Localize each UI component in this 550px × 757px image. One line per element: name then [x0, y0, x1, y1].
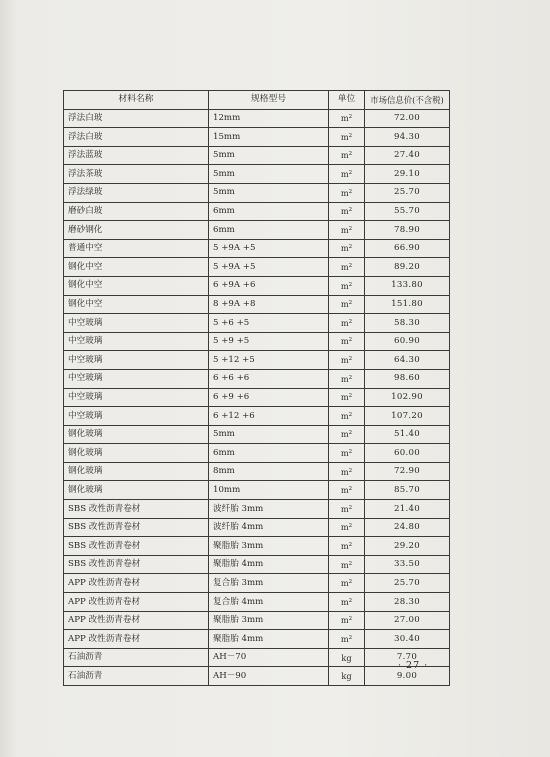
table-row — [64, 500, 450, 519]
header-unit: 单位 — [329, 91, 365, 110]
unit-base: m — [340, 262, 349, 273]
cell-material-name: 浮法白玻 — [64, 128, 209, 147]
cell-price: 33.50 — [365, 555, 450, 574]
cell-unit — [329, 165, 365, 184]
cell-material-name: 石油沥青 — [64, 648, 209, 667]
unit-exponent: 2 — [348, 393, 353, 400]
cell-price: 107.20 — [365, 407, 450, 426]
cell-material-name: 浮法绿玻 — [64, 183, 209, 202]
unit-base: m — [340, 615, 349, 626]
cell-spec: 6mm — [209, 202, 329, 221]
cell-price: 21.40 — [365, 500, 450, 519]
cell-price: 25.70 — [365, 183, 450, 202]
cell-material-name: 普通中空 — [64, 239, 209, 258]
cell-unit — [329, 667, 365, 686]
unit-base: m — [340, 429, 349, 440]
cell-price: 58.30 — [365, 314, 450, 333]
unit-exponent: 2 — [348, 541, 353, 548]
unit-exponent: 2 — [348, 634, 353, 641]
cell-spec: 6mm — [209, 221, 329, 240]
cell-unit — [329, 276, 365, 295]
table-row — [64, 221, 450, 240]
cell-price: 64.30 — [365, 351, 450, 370]
cell-price: 51.40 — [365, 425, 450, 444]
cell-material-name: 中空玻璃 — [64, 369, 209, 388]
unit-exponent: 2 — [348, 244, 353, 251]
cell-price: 29.20 — [365, 537, 450, 556]
cell-material-name: APP 改性沥青卷材 — [64, 630, 209, 649]
cell-unit — [329, 500, 365, 519]
cell-price: 24.80 — [365, 518, 450, 537]
cell-material-name: APP 改性沥青卷材 — [64, 611, 209, 630]
cell-unit — [329, 444, 365, 463]
cell-price: 78.90 — [365, 221, 450, 240]
unit-exponent: 2 — [348, 188, 353, 195]
unit-base: m — [340, 447, 349, 458]
unit-base: m — [340, 578, 349, 589]
cell-price: 60.00 — [365, 444, 450, 463]
cell-material-name: 钢化中空 — [64, 258, 209, 277]
unit-base: m — [340, 280, 349, 291]
cell-unit — [329, 630, 365, 649]
header-price: 市场信息价(不含税) — [365, 91, 450, 110]
cell-spec: 5 +9A +5 — [209, 258, 329, 277]
unit-base: m — [340, 596, 349, 607]
cell-spec: AH－70 — [209, 648, 329, 667]
cell-unit — [329, 351, 365, 370]
cell-unit — [329, 462, 365, 481]
cell-spec: 5mm — [209, 165, 329, 184]
cell-material-name: APP 改性沥青卷材 — [64, 593, 209, 612]
table-body — [64, 109, 450, 685]
cell-unit — [329, 407, 365, 426]
cell-unit — [329, 258, 365, 277]
cell-unit — [329, 555, 365, 574]
unit-exponent: 2 — [348, 374, 353, 381]
cell-unit — [329, 648, 365, 667]
table-row — [64, 183, 450, 202]
unit-base: m — [340, 633, 349, 644]
cell-spec: 6 +12 +6 — [209, 407, 329, 426]
cell-spec: 5 +9A +5 — [209, 239, 329, 258]
unit-exponent: 2 — [348, 132, 353, 139]
unit-exponent: 2 — [348, 281, 353, 288]
page-number: · 27 · — [398, 660, 429, 671]
cell-spec: 6 +9A +6 — [209, 276, 329, 295]
unit-base: m — [340, 317, 349, 328]
unit-base: m — [340, 206, 349, 217]
unit-exponent: 2 — [348, 337, 353, 344]
cell-spec: 聚脂胎 4mm — [209, 630, 329, 649]
cell-spec: 波纤胎 3mm — [209, 500, 329, 519]
cell-unit — [329, 537, 365, 556]
header-spec: 规格型号 — [209, 91, 329, 110]
table-row — [64, 462, 450, 481]
unit-exponent: 2 — [348, 114, 353, 121]
cell-spec: 聚脂胎 4mm — [209, 555, 329, 574]
table-row — [64, 202, 450, 221]
table-row — [64, 425, 450, 444]
cell-price: 27.40 — [365, 146, 450, 165]
table-row — [64, 276, 450, 295]
unit-base: m — [340, 373, 349, 384]
unit-base: kg — [341, 652, 352, 663]
cell-material-name: 中空玻璃 — [64, 332, 209, 351]
cell-unit — [329, 611, 365, 630]
cell-price: 28.30 — [365, 593, 450, 612]
cell-spec: 8mm — [209, 462, 329, 481]
table-row — [64, 518, 450, 537]
unit-base: m — [340, 559, 349, 570]
unit-exponent: 2 — [348, 448, 353, 455]
unit-exponent: 2 — [348, 318, 353, 325]
cell-unit — [329, 388, 365, 407]
unit-base: m — [340, 224, 349, 235]
cell-spec: 12mm — [209, 109, 329, 128]
cell-price: 29.10 — [365, 165, 450, 184]
cell-price: 85.70 — [365, 481, 450, 500]
cell-price: 60.90 — [365, 332, 450, 351]
table-row — [64, 555, 450, 574]
cell-spec: 6 +9 +6 — [209, 388, 329, 407]
cell-spec: 6mm — [209, 444, 329, 463]
unit-base: m — [340, 485, 349, 496]
cell-spec: 10mm — [209, 481, 329, 500]
cell-unit — [329, 128, 365, 147]
cell-unit — [329, 314, 365, 333]
cell-unit — [329, 221, 365, 240]
cell-price: 27.00 — [365, 611, 450, 630]
unit-exponent: 2 — [348, 467, 353, 474]
cell-spec: 6 +6 +6 — [209, 369, 329, 388]
cell-spec: 5 +12 +5 — [209, 351, 329, 370]
unit-base: m — [340, 243, 349, 254]
cell-price: 7.70 — [365, 648, 450, 667]
table-row — [64, 388, 450, 407]
table-row — [64, 109, 450, 128]
cell-price: 89.20 — [365, 258, 450, 277]
cell-material-name: 浮法蓝玻 — [64, 146, 209, 165]
cell-material-name: 中空玻璃 — [64, 314, 209, 333]
unit-base: m — [340, 503, 349, 514]
table-row — [64, 611, 450, 630]
table-row — [64, 593, 450, 612]
cell-unit — [329, 239, 365, 258]
price-table — [63, 90, 450, 686]
unit-base: m — [340, 336, 349, 347]
cell-material-name: 中空玻璃 — [64, 407, 209, 426]
cell-price: 55.70 — [365, 202, 450, 221]
cell-price: 151.80 — [365, 295, 450, 314]
table-row — [64, 258, 450, 277]
cell-unit — [329, 425, 365, 444]
cell-price: 9.00 — [365, 667, 450, 686]
cell-material-name: SBS 改性沥青卷材 — [64, 500, 209, 519]
unit-exponent: 2 — [348, 486, 353, 493]
cell-price: 25.70 — [365, 574, 450, 593]
cell-spec: 5mm — [209, 183, 329, 202]
cell-material-name: 浮法白玻 — [64, 109, 209, 128]
cell-spec: 5 +9 +5 — [209, 332, 329, 351]
table-row — [64, 574, 450, 593]
unit-base: m — [340, 410, 349, 421]
cell-unit — [329, 146, 365, 165]
table-row — [64, 165, 450, 184]
cell-material-name: 磨砂钢化 — [64, 221, 209, 240]
cell-unit — [329, 518, 365, 537]
table-row — [64, 239, 450, 258]
cell-spec: 5 +6 +5 — [209, 314, 329, 333]
cell-price: 72.90 — [365, 462, 450, 481]
cell-material-name: 钢化玻璃 — [64, 462, 209, 481]
cell-spec: 波纤胎 4mm — [209, 518, 329, 537]
table-row — [64, 407, 450, 426]
cell-material-name: SBS 改性沥青卷材 — [64, 537, 209, 556]
cell-material-name: SBS 改性沥青卷材 — [64, 518, 209, 537]
cell-material-name: 石油沥青 — [64, 667, 209, 686]
unit-base: m — [340, 187, 349, 198]
unit-exponent: 2 — [348, 225, 353, 232]
unit-exponent: 2 — [348, 579, 353, 586]
unit-exponent: 2 — [348, 616, 353, 623]
cell-spec: 5mm — [209, 146, 329, 165]
cell-price: 133.80 — [365, 276, 450, 295]
cell-material-name: 钢化玻璃 — [64, 481, 209, 500]
table-row — [64, 146, 450, 165]
cell-spec: 复合胎 3mm — [209, 574, 329, 593]
table-row — [64, 369, 450, 388]
unit-exponent: 2 — [348, 300, 353, 307]
cell-material-name: SBS 改性沥青卷材 — [64, 555, 209, 574]
unit-exponent: 2 — [348, 170, 353, 177]
cell-material-name: 钢化中空 — [64, 295, 209, 314]
unit-base: m — [340, 355, 349, 365]
unit-exponent: 2 — [348, 356, 353, 362]
cell-unit — [329, 369, 365, 388]
unit-base: m — [340, 113, 349, 124]
cell-unit — [329, 109, 365, 128]
cell-material-name: 磨砂白玻 — [64, 202, 209, 221]
cell-price: 30.40 — [365, 630, 450, 649]
unit-exponent: 2 — [348, 430, 353, 437]
cell-unit — [329, 332, 365, 351]
cell-spec: 复合胎 4mm — [209, 593, 329, 612]
cell-unit — [329, 574, 365, 593]
cell-spec: 聚脂胎 3mm — [209, 537, 329, 556]
table-header-row — [64, 91, 450, 110]
unit-exponent: 2 — [348, 560, 353, 567]
header-material-name: 材料名称 — [64, 91, 209, 110]
table-row — [64, 332, 450, 351]
cell-material-name: 中空玻璃 — [64, 351, 209, 370]
cell-price: 72.00 — [365, 109, 450, 128]
cell-material-name: 钢化玻璃 — [64, 444, 209, 463]
cell-unit — [329, 593, 365, 612]
cell-material-name: 浮法茶玻 — [64, 165, 209, 184]
table-row — [64, 537, 450, 556]
cell-spec: 8 +9A +8 — [209, 295, 329, 314]
table-row — [64, 295, 450, 314]
table-row — [64, 444, 450, 463]
unit-base: m — [340, 522, 349, 533]
unit-base: m — [340, 299, 349, 310]
unit-exponent: 2 — [348, 504, 353, 511]
cell-price: 98.60 — [365, 369, 450, 388]
unit-base: m — [340, 392, 349, 403]
cell-spec: 15mm — [209, 128, 329, 147]
cell-spec: AH－90 — [209, 667, 329, 686]
table-row — [64, 667, 450, 686]
unit-base: m — [340, 540, 349, 551]
unit-exponent: 2 — [348, 151, 353, 158]
unit-base: m — [340, 150, 349, 161]
cell-price: 102.90 — [365, 388, 450, 407]
table-row — [64, 128, 450, 147]
unit-base: m — [340, 169, 349, 180]
cell-unit — [329, 202, 365, 221]
unit-base: m — [340, 131, 349, 142]
table-row — [64, 351, 450, 370]
cell-unit — [329, 183, 365, 202]
unit-exponent: 2 — [348, 207, 353, 214]
cell-price: 66.90 — [365, 239, 450, 258]
cell-price: 94.30 — [365, 128, 450, 147]
unit-base: m — [340, 466, 349, 477]
unit-base: kg — [341, 671, 352, 682]
unit-exponent: 2 — [348, 597, 353, 604]
cell-unit — [329, 295, 365, 314]
cell-material-name: 中空玻璃 — [64, 388, 209, 407]
cell-spec: 聚脂胎 3mm — [209, 611, 329, 630]
cell-unit — [329, 481, 365, 500]
cell-material-name: 钢化玻璃 — [64, 425, 209, 444]
table-row — [64, 630, 450, 649]
cell-material-name: 钢化中空 — [64, 276, 209, 295]
table-row — [64, 314, 450, 333]
table-row — [64, 481, 450, 500]
unit-exponent: 2 — [348, 411, 353, 418]
unit-exponent: 2 — [348, 523, 353, 530]
cell-material-name: APP 改性沥青卷材 — [64, 574, 209, 593]
unit-exponent: 2 — [348, 263, 353, 270]
cell-spec: 5mm — [209, 425, 329, 444]
table-row — [64, 648, 450, 667]
